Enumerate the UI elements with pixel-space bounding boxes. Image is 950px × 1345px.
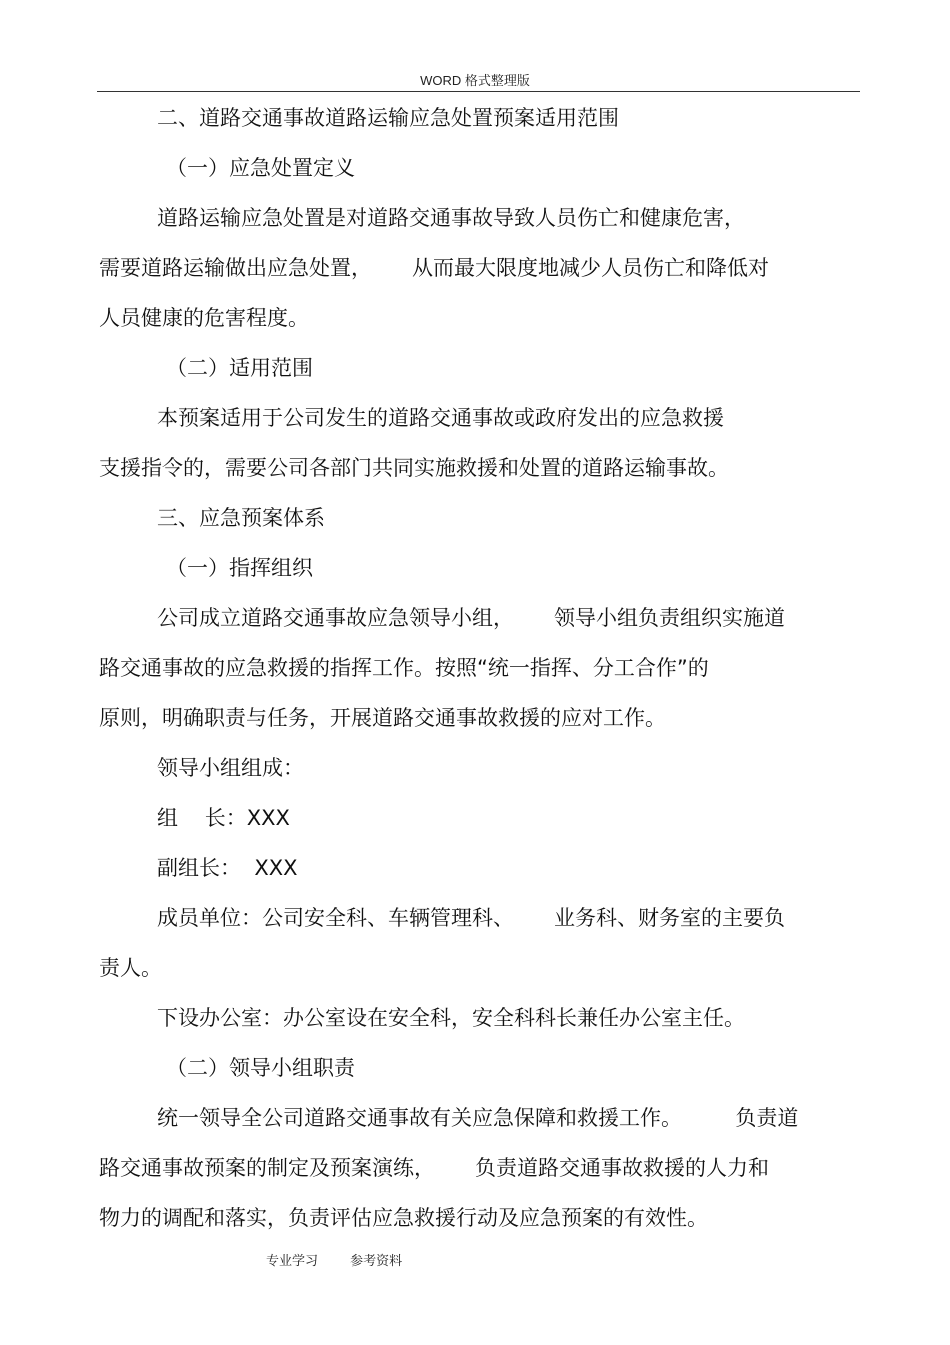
paragraph-line: 物力的调配和落实，负责评估应急救援行动及应急预案的有效性。 (99, 1206, 708, 1230)
subsection-heading: （一）应急处置定义 (166, 156, 355, 180)
paragraph-line: 人员健康的危害程度。 (99, 306, 309, 330)
header-rule (97, 91, 860, 92)
page-footer (266, 1250, 430, 1269)
paragraph-line: 需要道路运输做出应急处置， 从而最大限度地减少人员伤亡和降低对 (99, 256, 770, 280)
subsection-heading: （一）指挥组织 (166, 556, 313, 580)
paragraph-line: 支援指令的，需要公司各部门共同实施救援和处置的道路运输事故。 (99, 456, 729, 480)
paragraph-line: 本预案适用于公司发生的道路交通事故或政府发出的应急救援 (157, 406, 724, 430)
paragraph-line: 组 长：XXX (157, 806, 290, 830)
footer-right-text: 参考资料 (350, 1254, 403, 1269)
paragraph-line: 道路运输应急处置是对道路交通事故导致人员伤亡和健康危害， (157, 206, 745, 230)
paragraph-line: 领导小组组成： (157, 756, 304, 780)
footer-left-text: 专业学习 (266, 1254, 319, 1269)
section-heading: 二、道路交通事故道路运输应急处置预案适用范围 (157, 106, 619, 130)
paragraph-line: 责人。 (99, 956, 162, 980)
paragraph-line: 原则，明确职责与任务，开展道路交通事故救援的应对工作。 (99, 706, 666, 730)
paragraph-line: 路交通事故预案的制定及预案演练， 负责道路交通事故救援的人力和 (99, 1156, 770, 1180)
paragraph-line: 路交通事故的应急救援的指挥工作。按照“统一指挥、分工合作”的 (99, 656, 709, 680)
section-heading: 三、应急预案体系 (157, 506, 325, 530)
paragraph-line: 公司成立道路交通事故应急领导小组， 领导小组负责组织实施道 (157, 606, 786, 630)
paragraph-line: 下设办公室：办公室设在安全科，安全科科长兼任办公室主任。 (157, 1006, 745, 1030)
paragraph-line: 副组长： XXX (157, 856, 298, 880)
paragraph-line: 统一领导全公司道路交通事故有关应急保障和救援工作。 负责道 (157, 1106, 799, 1130)
subsection-heading: （二）领导小组职责 (166, 1056, 355, 1080)
page-header: WORD 格式整理版 (420, 73, 530, 88)
paragraph-line: 成员单位：公司安全科、车辆管理科、 业务科、财务室的主要负 (157, 906, 786, 930)
subsection-heading: （二）适用范围 (166, 356, 313, 380)
